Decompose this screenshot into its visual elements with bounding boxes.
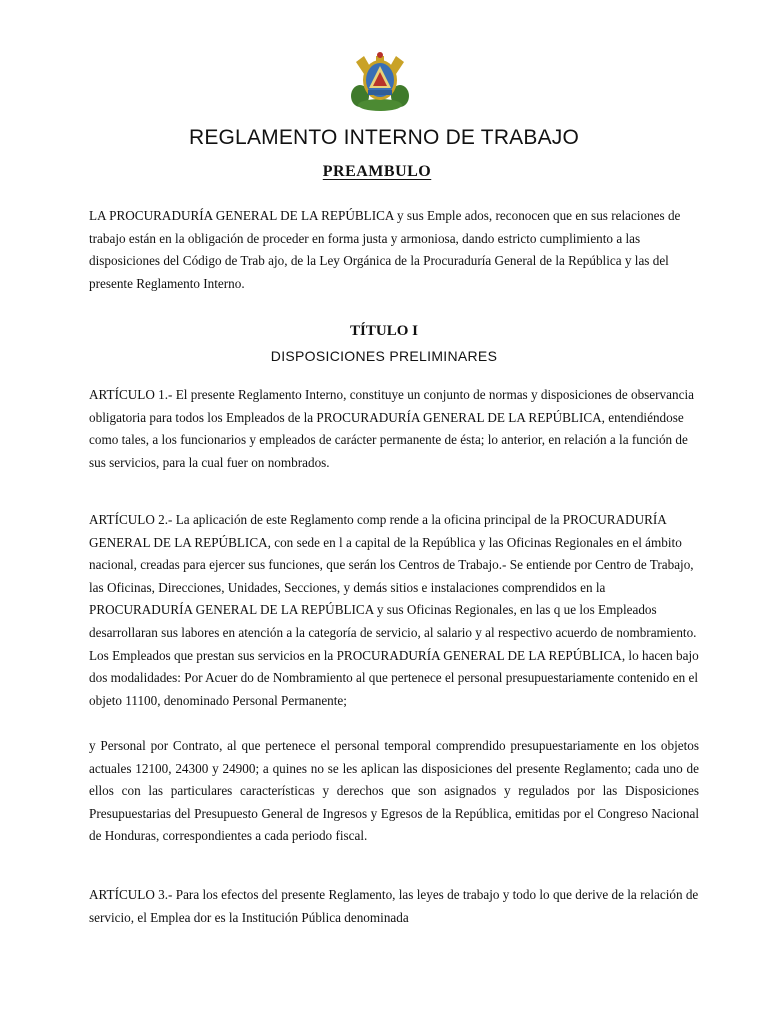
title-i-heading: TÍTULO I: [350, 323, 418, 339]
article-1-paragraph: ARTÍCULO 1.- El presente Reglamento Interno, constituye un conjunto de normas y disposiciones de observancia obligatoria para todos los Empleados de la PROCURADURÍA GENERAL DE LA REPÚBLICA, entendiéndose como tales, a los funcionarios y empleados de carácter permanente de ésta; lo anterior, en relación a la función de sus servicios, para la cual fuer on nombrados.: [89, 387, 694, 470]
coat-of-arms-icon: [350, 50, 410, 112]
title-i-subtitle: DISPOSICIONES PRELIMINARES: [270, 348, 498, 364]
article-2-paragraph: ARTÍCULO 2.- La aplicación de este Reglamento comp rende a la oficina principal de la PROCURADURÍA GENERAL DE LA REPÚBLICA, con sede en l a capital de la República y las Oficinas Regionales en el ámbito nacional, creadas para ejercer sus funciones, que serán los Centros de Trabajo.- Se entiende por Centro de Trabajo, las Oficinas, Direcciones, Unidades, Secciones, y demás sitios e instalaciones comprendidos en la PROCURADURÍA GENERAL DE LA REPÚBLICA y sus Oficinas Regionales, en las q ue los Empleados desarrollaran sus labores en atención a la categoría de servicio, al salario y al respectivo acuerdo de nombramiento. Los Empleados que prestan sus servicios en la PROCURADURÍA GENERAL DE LA REPÚBLICA, lo hacen bajo dos modalidades: Por Acuer do de Nombramiento al que pertenece el personal presupuestariamente contenido en el objeto 11100, denominado Personal Permanente;: [89, 512, 699, 708]
article-2-continuation: y Personal por Contrato, al que pertenece el personal temporal comprendido presupuestariamente en los objetos actuales 12100, 24300 y 24900; a quines no se les aplican las disposiciones del presente Reglamento; cada uno de ellos con las particulares características y derechos que son asignados y regulados por las Disposiciones Presupuestarias del Presupuesto General de Ingresos y Egresos de la República, emitidas por el Congreso Nacional de Honduras, correspondientes a cada periodo fiscal.: [89, 738, 699, 844]
preamble-paragraph: LA PROCURADURÍA GENERAL DE LA REPÚBLICA y sus Emple ados, reconocen que en sus relaciones de trabajo están en la obligación de proceder en forma justa y armoniosa, dando estricto cumplimiento a las disposiciones del Código de Trab ajo, de la Ley Orgánica de la Procuraduría General de la República y las del presente Reglamento Interno.: [89, 208, 681, 291]
document-title: REGLAMENTO INTERNO DE TRABAJO: [188, 126, 580, 149]
article-3-paragraph: ARTÍCULO 3.- Para los efectos del presente Reglamento, las leyes de trabajo y todo lo que derive de la relación de servicio, el Emplea dor es la Institución Pública denominada: [89, 887, 699, 925]
preamble-heading: PREAMBULO: [322, 163, 432, 180]
